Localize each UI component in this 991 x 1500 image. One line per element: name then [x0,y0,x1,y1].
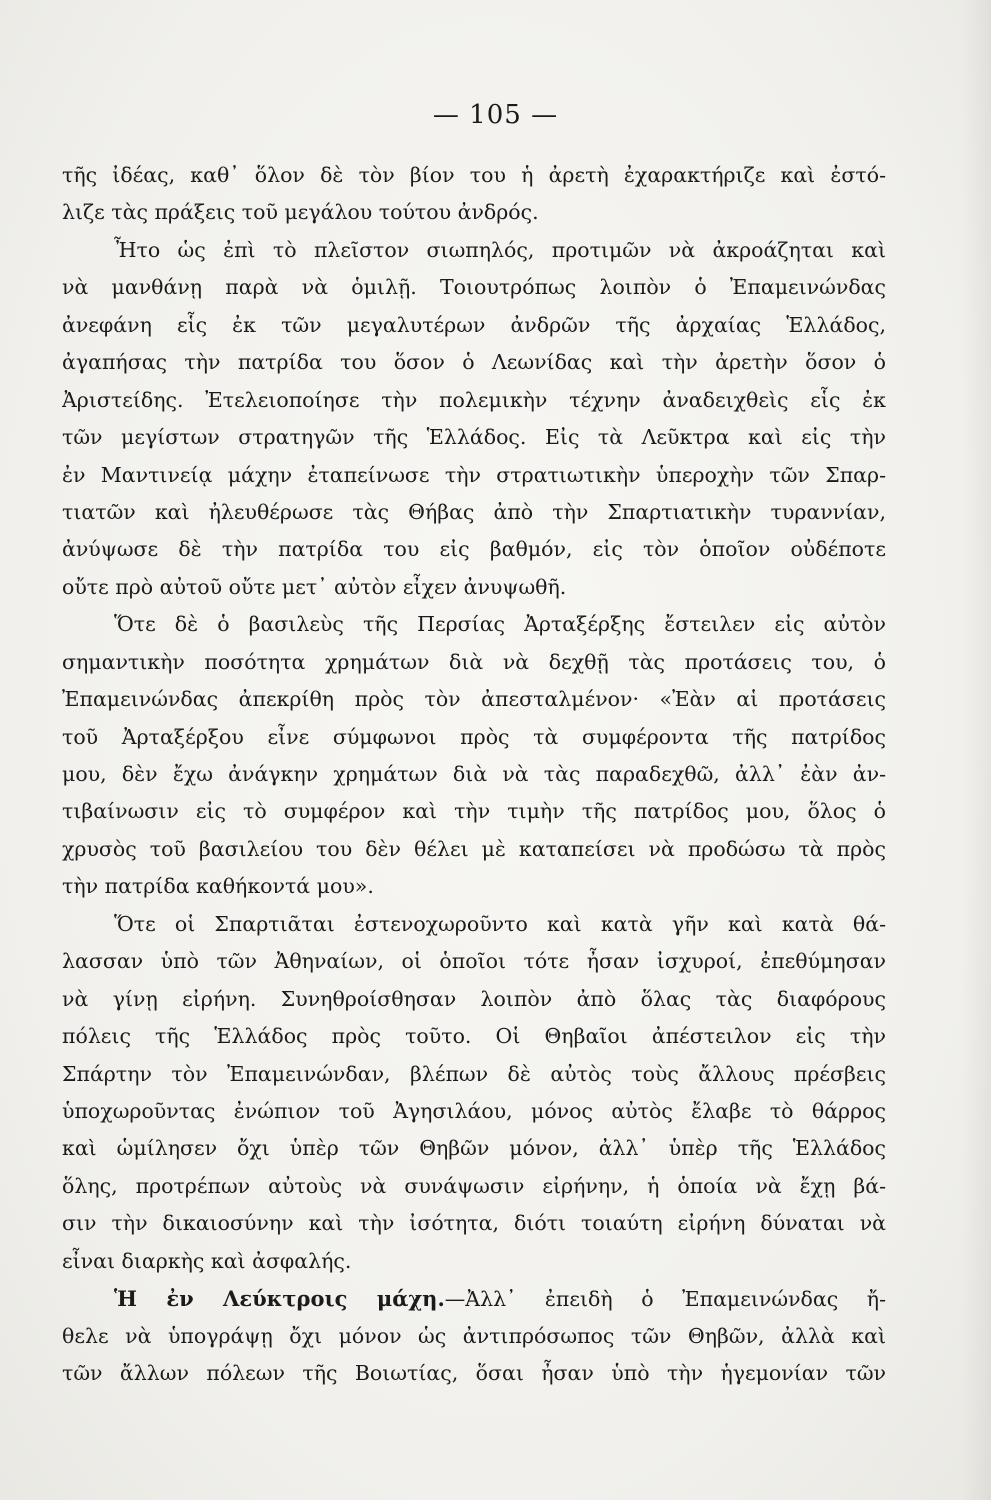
text-line: ἐν Μαντινείᾳ μάχην ἐταπείνωσε τὴν στρατιωτικὴν ὑπεροχὴν τῶν Σπαρ- [62,462,886,487]
text-line: τῶν μεγίστων στρατηγῶν τῆς Ἑλλάδος. Εἰς τὰ Λεῦκτρα καὶ εἰς τὴν [62,425,886,450]
section-heading-line [62,1280,886,1317]
text-line: λασσαν ὑπὸ τῶν Ἀθηναίων, οἱ ὁποῖοι τότε ἦσαν ἰσχυροί, ἐπεθύμησαν [62,949,886,974]
page-number: — 105 — [432,100,559,130]
heading-continuation: —Ἀλλ᾽ ἐπειδὴ ὁ Ἐπαμεινώνδας ἤ- [444,1287,886,1312]
text-line: μου, δὲν ἔχω ἀνάγκην χρημάτων διὰ νὰ τὰς παραδεχθῶ, ἀλλ᾽ ἐὰν ἀν- [62,762,886,786]
text-line: τιβαίνωσιν εἰς τὸ συμφέρον καὶ τὴν τιμὴν τῆς πατρίδος μου, ὅλος ὁ [62,799,886,824]
text-line: Ἀριστείδης. Ἐτελειοποίησε τὴν πολεμικὴν τέχνην ἀναδειχθεὶς εἷς ἐκ [62,387,886,412]
section-heading: Ἡ ἐν Λεύκτροις μάχη. [114,1286,445,1312]
text-line: οὔτε πρὸ αὐτοῦ οὔτε μετ᾽ αὐτὸν εἶχεν ἀνυψωθῆ. [62,574,567,599]
text-line: Σπάρτην τὸν Ἐπαμεινώνδαν, βλέπων δὲ αὐτὸς τοὺς ἄλλους πρέσβεις [62,1061,886,1086]
text-line: Ὅτε δὲ ὁ βασιλεὺς τῆς Περσίας Ἀρταξέρξης ἔστειλεν εἰς αὐτὸν [114,612,886,637]
text-line: θελε νὰ ὑπογράψῃ ὄχι μόνον ὡς ἀντιπρόσωπος τῶν Θηβῶν, ἀλλὰ καὶ [62,1323,886,1348]
text-line: εἶναι διαρκὴς καὶ ἀσφαλής. [62,1248,352,1273]
text-line: Ἐπαμεινώνδας ἀπεκρίθη πρὸς τὸν ἀπεσταλμένον· «Ἐὰν αἱ προτάσεις [62,687,886,712]
text-line: λιζε τὰς πράξεις τοῦ μεγάλου τούτου ἀνδρός. [62,200,539,225]
text-line: σιν τὴν δικαιοσύνην καὶ τὴν ἰσότητα, διότι τοιαύτη εἰρήνη δύναται νὰ [62,1211,886,1236]
text-line: ὑποχωροῦντας ἐνώπιον τοῦ Ἀγησιλάου, μόνος αὐτὸς ἔλαβε τὸ θάρρος [62,1098,886,1123]
text-line: τοῦ Ἀρταξέρξου εἶνε σύμφωνοι πρὸς τὰ συμφέροντα τῆς πατρίδος [62,724,886,749]
text-line: ἀγαπήσας τὴν πατρίδα του ὅσον ὁ Λεωνίδας καὶ τὴν ἀρετὴν ὅσον ὁ [62,350,886,375]
text-line: νὰ μανθάνῃ παρὰ νὰ ὁμιλῇ. Τοιουτρόπως λοιπὸν ὁ Ἐπαμεινώνδας [62,275,886,300]
text-line: σημαντικὴν ποσότητα χρημάτων διὰ νὰ δεχθῇ τὰς προτάσεις του, ὁ [62,649,886,674]
text-line: τῆς ἰδέας, καθ᾽ ὅλον δὲ τὸν βίον του ἡ ἀρετὴ ἐχαρακτήριζε καὶ ἐστό- [62,163,886,187]
text-line: χρυσὸς τοῦ βασιλείου του δὲν θέλει μὲ καταπείσει νὰ προδώσω τὰ πρὸς [62,836,886,861]
text-line: ἀνεφάνη εἷς ἐκ τῶν μεγαλυτέρων ἀνδρῶν τῆς ἀρχαίας Ἑλλάδος, [62,312,886,337]
body-text [62,157,886,1392]
text-line: Ἦτο ὡς ἐπὶ τὸ πλεῖστον σιωπηλός, προτιμῶν νὰ ἀκροάζηται καὶ [114,237,886,262]
text-line: καὶ ὡμίλησεν ὄχι ὑπὲρ τῶν Θηβῶν μόνον, ἀλλ᾽ ὑπὲρ τῆς Ἑλλάδος [62,1136,886,1161]
text-line: ἀνύψωσε δὲ τὴν πατρίδα του εἰς βαθμόν, εἰς τὸν ὁποῖον οὐδέποτε [62,537,886,562]
text-line: νὰ γίνῃ εἰρήνη. Συνηθροίσθησαν λοιπὸν ἀπὸ ὅλας τὰς διαφόρους [62,986,886,1011]
text-line: τῶν ἄλλων πόλεων τῆς Βοιωτίας, ὅσαι ἦσαν ὑπὸ τὴν ἡγεμονίαν τῶν [62,1361,886,1385]
text-line: Ὅτε οἱ Σπαρτιᾶται ἐστενοχωροῦντο καὶ κατὰ γῆν καὶ κατὰ θά- [114,911,886,936]
text-line: τὴν πατρίδα καθήκοντά μου». [62,874,374,899]
text-line: ὅλης, προτρέπων αὐτοὺς νὰ συνάψωσιν εἰρήνην, ἡ ὁποία νὰ ἔχῃ βά- [62,1173,886,1198]
text-line: τιατῶν καὶ ἠλευθέρωσε τὰς Θήβας ἀπὸ τὴν Σπαρτιατικὴν τυραννίαν, [62,499,886,524]
page-edge-shadow [961,0,991,1500]
text-line: πόλεις τῆς Ἑλλάδος πρὸς τοῦτο. Οἱ Θηβαῖοι ἀπέστειλον εἰς τὴν [62,1024,886,1049]
